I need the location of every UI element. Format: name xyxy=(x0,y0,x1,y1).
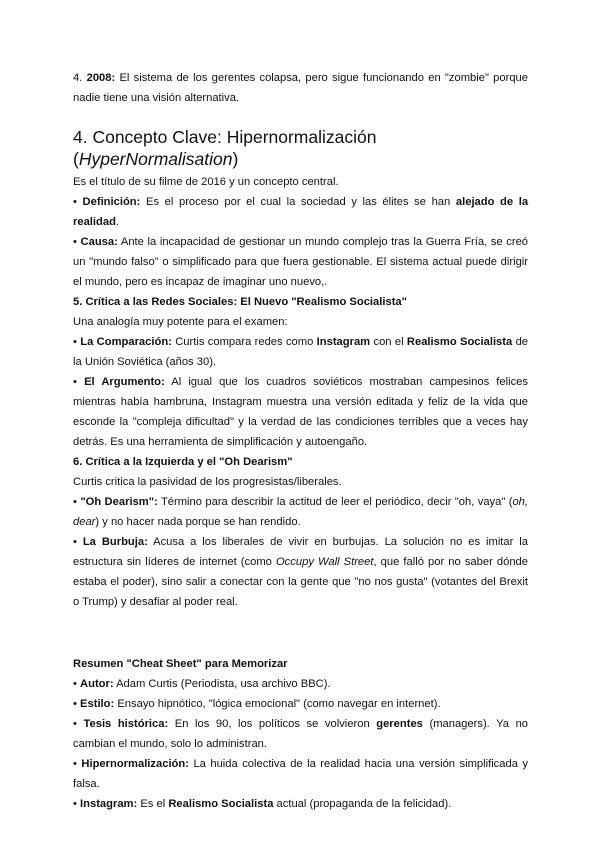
point-year: 2008: xyxy=(86,72,116,84)
spacer xyxy=(73,612,528,654)
comparacion-item: • La Comparación: Curtis compara redes como Instagram con el Realismo Socialista de la Unión Soviética (años 30). xyxy=(73,336,529,368)
oh-dearism-item: • "Oh Dearism": Término para describir la actitud de leer el periódico, decir "oh, vaya" (oh, dear) y no hacer nada porque se han rendido. xyxy=(73,496,529,528)
instagram-item: • Instagram: Es el Realismo Socialista actual (propaganda de la felicidad). xyxy=(73,798,452,810)
section-5-intro: Una analogía muy potente para el examen: xyxy=(73,316,288,328)
section-4-heading: 4. Concepto Clave: Hipernormalización (HyperNormalisation) xyxy=(73,127,377,169)
argumento-item: • El Argumento: Al igual que los cuadros soviéticos mostraban campesinos felices mientras había hambruna, Instagram muestra una versión editada y feliz de la vida que esconde la "compleja dificultad" y la verdad de las condiciones terribles que a veces hay detrás. Es una herramienta de simplificación y autoengaño. xyxy=(73,376,528,448)
point-number: 4. xyxy=(73,72,83,84)
estilo-item: • Estilo: Ensayo hipnótico, "lógica emocional" (como navegar en internet). xyxy=(73,698,441,710)
autor-item: • Autor: Adam Curtis (Periodista, usa archivo BBC). xyxy=(73,678,331,690)
summary-heading: Resumen "Cheat Sheet" para Memorizar xyxy=(73,658,288,670)
section-5-heading: 5. Crítica a las Redes Sociales: El Nuevo "Realismo Socialista" xyxy=(73,296,407,308)
causa-item: • Causa: Ante la incapacidad de gestionar un mundo complejo tras la Guerra Fría, se creó un "mundo falso" o simplificado para que fuera gestionable. El sistema actual puede dirigir el mundo, pero es incapaz de imaginar uno nuevo,. xyxy=(73,236,529,288)
tesis-item: • Tesis histórica: En los 90, los políticos se volvieron gerentes (managers). Ya no cambian el mundo, solo lo administran. xyxy=(73,718,529,750)
point-text: El sistema de los gerentes colapsa, pero sigue funcionando en "zombie" porque nadie tiene una visión alternativa. xyxy=(73,72,528,104)
definicion-item: • Definición: Es el proceso por el cual la sociedad y las élites se han alejado de la realidad. xyxy=(73,196,529,228)
hipernormalizacion-item: • Hipernormalización: La huida colectiva de la realidad hacia una versión simplificada y falsa. xyxy=(73,758,529,790)
section-6-intro: Curtis critica la pasividad de los progresistas/liberales. xyxy=(73,476,342,488)
section-6-heading: 6. Crítica a la Izquierda y el "Oh Dearism" xyxy=(73,456,293,468)
point-4-paragraph xyxy=(73,68,528,108)
burbuja-item: • La Burbuja: Acusa a los liberales de vivir en burbujas. La solución no es imitar la estructura sin líderes de internet (como Occupy Wall Street, que falló por no saber dónde estaba el poder), sino salir a conectar con la gente que "no nos gusta" (votantes del Brexit o Trump) y desafiar al poder real. xyxy=(73,536,528,608)
document-content xyxy=(73,68,528,814)
section-4-intro: Es el título de su filme de 2016 y un concepto central. xyxy=(73,176,339,188)
